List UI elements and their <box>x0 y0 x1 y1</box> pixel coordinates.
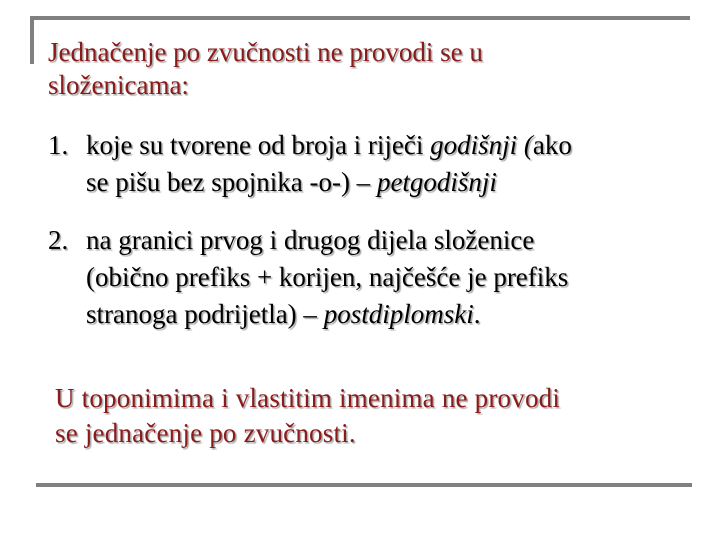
item-line-1: na granici prvog i drugog dijela složenice <box>86 225 535 255</box>
item-end: . <box>473 299 481 329</box>
heading-line-2: složenicama: <box>48 70 189 100</box>
list-item-text <box>86 222 698 333</box>
bottom-rule <box>36 483 692 487</box>
closing-note <box>55 381 695 451</box>
left-rule <box>30 16 34 64</box>
item-italic-a: godišnji ( <box>430 130 533 160</box>
list-item-1 <box>48 127 698 201</box>
item-text-c: stranoga podrijetla) – <box>86 299 324 329</box>
list-item-number: 1. <box>48 130 69 160</box>
slide-heading <box>48 36 688 102</box>
item-text-a: koje su tvorene od broja i riječi <box>86 130 431 160</box>
item-text-c: se pišu bez spojnika -o-) – <box>86 167 377 197</box>
item-example: postdiplomski <box>323 299 474 329</box>
item-line-2: (obično prefiks + korijen, najčešće je prefiks <box>86 262 569 292</box>
top-rule <box>30 16 690 20</box>
list-item-2 <box>48 222 698 333</box>
closing-line-2: se jednačenje po zvučnosti. <box>55 418 356 448</box>
closing-line-1: U toponimima i vlastitim imenima ne provodi <box>55 383 561 413</box>
item-example: petgodišnji <box>376 167 497 197</box>
list-item-number: 2. <box>48 225 69 255</box>
heading-line-1: Jednačenje po zvučnosti ne provodi se u <box>48 37 483 67</box>
list-item-text <box>86 127 698 201</box>
item-text-b: ako <box>532 130 572 160</box>
